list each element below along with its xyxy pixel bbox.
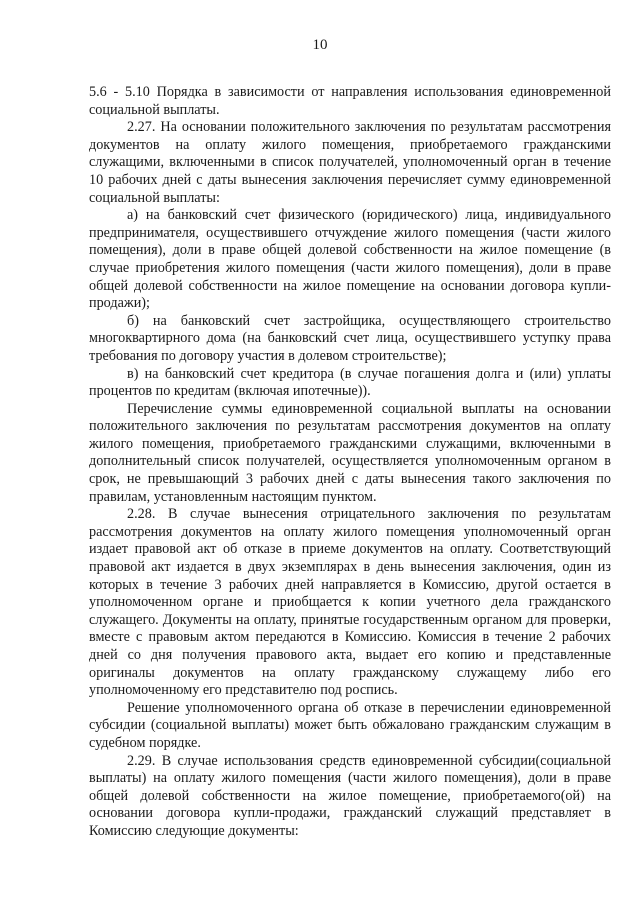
page-number: 10 — [312, 37, 328, 53]
paragraph-2-27-v: в) на банковский счет кредитора (в случае погашения долга и (или) уплаты процентов по кредитам (включая ипотечные)). — [89, 365, 611, 400]
paragraph-continuation: 5.6 - 5.10 Порядка в зависимости от направления использования единовременной социальной выплаты. — [89, 84, 611, 118]
paragraph-2-28: 2.28. В случае вынесения отрицательного заключения по результатам рассмотрения документов на оплату жилого помещения уполномоченный орган издает правовой акт об отказе в приеме документов на оплату. Соответствующий правовой акт издается в двух экземплярах в день вынесения заключения, один из которых в течение 3 рабочих дней направляется в Комиссию, другой остается в уполномоченном органе и приобщается к копии учетного дела гражданского служащего. Документы на оплату, принятые государственным органом для проверки, вместе с правовым актом передаются в Комиссию. Комиссия в течение 2 рабочих дней со дня получения правового акта, выдает его копию и представленные оригиналы документов на оплату гражданскому служащему либо его уполномоченному его представителю под роспись. — [89, 506, 611, 699]
paragraph-2-27: 2.27. На основании положительного заключения по результатам рассмотрения документов на оплату жилого помещения, приобретаемого гражданскими служащими, включенными в список получателей, уполномоченный орган в течение 10 рабочих дней с даты вынесения заключения перечисляет сумму единовременной социальной выплаты: — [89, 119, 611, 206]
paragraph-2-27-a: а) на банковский счет физического (юридического) лица, индивидуального предпринимателя, осуществившего отчуждение жилого помещения (части жилого помещения), доли в праве общей долевой собственности на жилое помещение (в случае приобретения жилого помещения (части жилого помещения), доли в праве общей долевой собственности на жилое помещение на основании договора купли-продажи); — [89, 207, 611, 312]
paragraph-transfer: Перечисление суммы единовременной социальной выплаты на основании положительного заключения по результатам рассмотрения документов на оплату жилого помещения, приобретаемого гражданскими служащими, включенными в дополнительный список получателей, осуществляется уполномоченным органом в срок, не превышающий 3 рабочих дней с даты вынесения такого заключения по правилам, установленным настоящим пунктом. — [89, 400, 611, 505]
paragraph-2-29: 2.29. В случае использования средств единовременной субсидии(социальной выплаты) на оплату жилого помещения (части жилого помещения), доли в праве общей долевой собственности на жилое помещение, приобретаемого(ой) на основании договора купли-продажи, гражданский служащий представляет в Комиссию следующие документы: — [89, 752, 611, 839]
paragraph-2-27-b: б) на банковский счет застройщика, осуществляющего строительство многоквартирного дома (на банковский счет лица, осуществившего уступку права требования по договору участия в долевом строительстве); — [89, 312, 611, 364]
paragraph-appeal: Решение уполномоченного органа об отказе в перечислении единовременной субсидии (социальной выплаты) может быть обжаловано гражданским служащим в судебном порядке. — [89, 699, 611, 751]
document-body — [89, 84, 611, 841]
